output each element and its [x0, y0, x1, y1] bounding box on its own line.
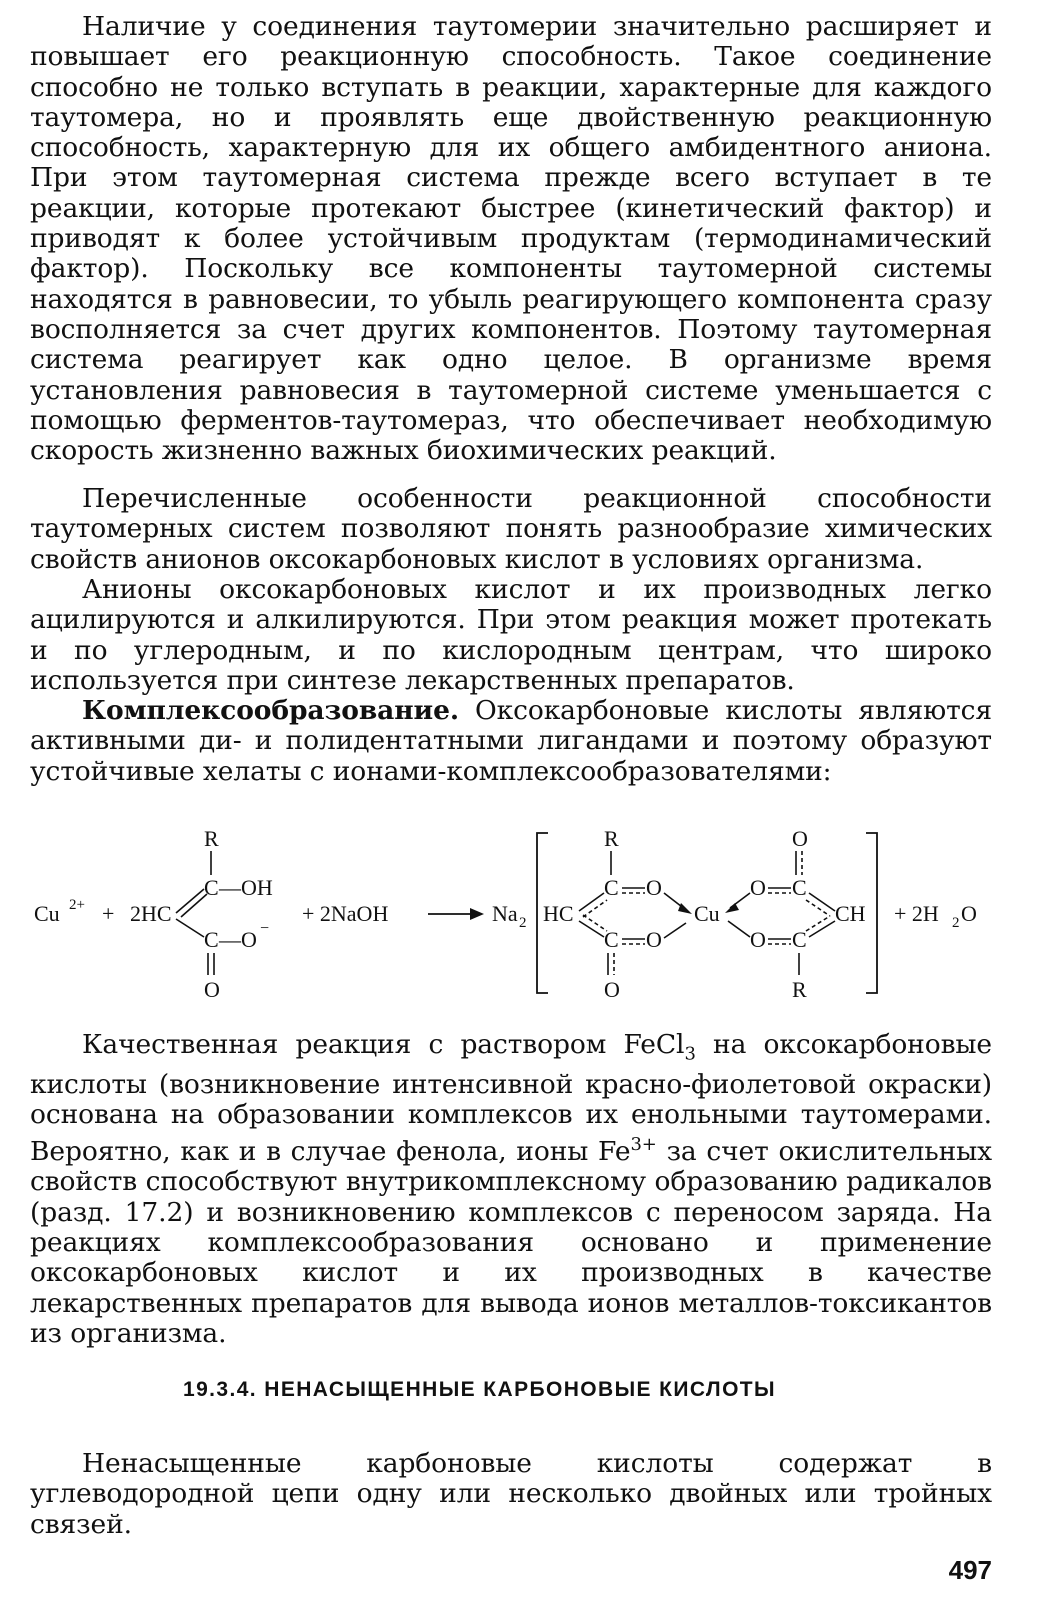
complex-r-top: R — [604, 826, 619, 851]
complex-o-1: O — [646, 875, 662, 900]
complexation-reaction-scheme — [30, 823, 1000, 1003]
paragraph-unsaturated: Ненасыщенные карбоновые кислоты содержат в углеводородной цепи одну или несколько двойных или тройных связей. — [30, 1448, 992, 1540]
complex-o-3: O — [750, 875, 766, 900]
ligand-minus: − — [260, 920, 270, 937]
cu-charge: 2+ — [69, 897, 85, 913]
complexation-text: Оксокарбоновые кислоты являются активными ди- и полидентатными лигандами и поэтому образуют устойчивые хелаты с ионами-комплексообразователями: — [30, 695, 992, 787]
complexation-term: Комплексообразование. — [82, 695, 459, 726]
plus-1: + — [102, 901, 115, 926]
fecl3-subscript: 3 — [684, 1043, 696, 1065]
fecl3-text-b: на оксокарбоновые кислоты (возникновение интенсивной красно-фиолетовой окраски) основана на образовании комплексов их енольными таутомерами. Вероятно, как и в случае фенола, ионы Fe — [30, 1029, 992, 1168]
complex-c-2: C — [604, 927, 619, 952]
fe-charge: 3+ — [630, 1134, 657, 1156]
complex-ch: CH — [835, 901, 866, 926]
water: + 2H — [894, 901, 939, 926]
paragraph-features: Перечисленные особенности реакционной способности таутомерных систем позволяют понять разнообразие химических свойств анионов оксокарбоновых кислот в условиях организма. — [30, 483, 992, 575]
complex-c-3: C — [792, 875, 807, 900]
water-sub: 2 — [952, 915, 960, 931]
complex-o-4: O — [750, 927, 766, 952]
complex-o-top-right: O — [792, 826, 808, 851]
complex-r-bottom: R — [792, 977, 807, 1002]
sodium-sub: 2 — [519, 915, 527, 931]
fecl3-text-c: за счет окислительных свойств способствуют внутрикомплексному образованию радикалов (разд. 17.2) и возникновению комплексов с переносом заряда. На реакциях комплексообразования основано и применение оксокарбоновых кислот и их производных в качестве лекарственных препаратов для вывода ионов металлов-токсикантов из организма. — [30, 1136, 992, 1349]
reaction-svg — [30, 823, 1000, 1003]
complex-o-2: O — [646, 927, 662, 952]
cu-ion: Cu — [34, 901, 60, 926]
paragraph-complexation — [30, 696, 992, 787]
naoh: + 2NaOH — [302, 901, 389, 926]
complex-cu: Cu — [694, 901, 720, 926]
sodium: Na — [492, 901, 518, 926]
paragraph-tautomerism: Наличие у соединения таутомерии значительно расширяет и повышает его реакционную способность. Такое соединение способно не только вступать в реакции, характерные для каждого таутомера, но и проявлять еще двойственную реакционную способность, характерную для их общего амбидентного аниона. При этом таутомерная система прежде всего вступает в те реакции, которые протекают быстрее (кинетический фактор) и приводят к более устойчивым продуктам (термодинамический фактор). Поскольку все компоненты таутомерной системы находятся в равновесии, то убыль реагирующего компонента сразу восполняется за счет других компонентов. Поэтому таутомерная система реагирует как одно целое. В организме время установления равновесия в таутомерной системе уменьшается с помощью ферментов-таутомераз, что обеспечивает необходимую скорость жизненно важных биохимических реакций. — [30, 11, 992, 467]
complex-hc: HC — [543, 901, 574, 926]
ligand-c-top: C — [204, 875, 219, 900]
paragraph-fecl3 — [30, 1030, 992, 1349]
complex-c-1: C — [604, 875, 619, 900]
ligand-o: O — [204, 977, 220, 1002]
section-heading: 19.3.4. НЕНАСЫЩЕННЫЕ КАРБОНОВЫЕ КИСЛОТЫ — [183, 1378, 776, 1401]
fecl3-text-a: Качественная реакция с раствором FeCl — [82, 1029, 685, 1060]
ligand-oh: —OH — [219, 875, 273, 900]
ligand-2hc: 2HC — [130, 901, 172, 926]
page-number: 497 — [948, 1555, 992, 1585]
water-o: O — [961, 901, 977, 926]
complex-o-bottom-left: O — [604, 977, 620, 1002]
ligand-c-bottom: C — [204, 927, 219, 952]
complex-c-4: C — [792, 927, 807, 952]
ligand-o-minus: —O — [219, 927, 257, 952]
paragraph-acylation: Анионы оксокарбоновых кислот и их производных легко ацилируются и алкилируются. При этом реакция может протекать и по углеродным, и по кислородным центрам, что широко используется при синтезе лекарственных препаратов. — [30, 574, 992, 696]
ligand-r: R — [204, 826, 219, 851]
